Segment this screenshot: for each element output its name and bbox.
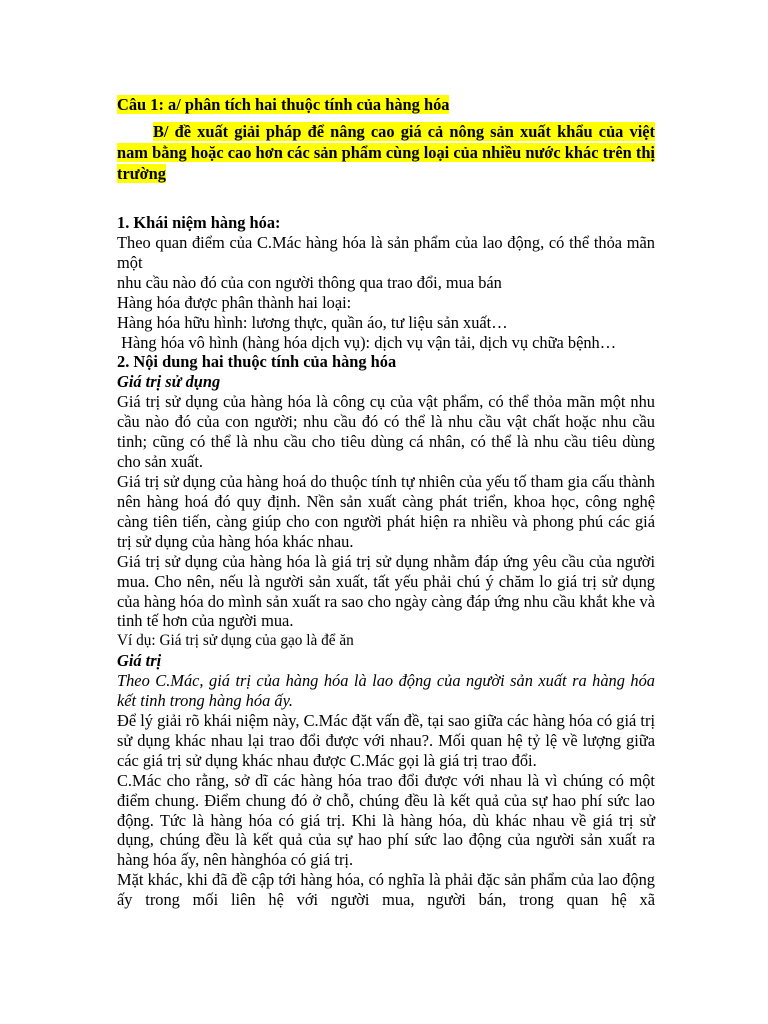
paragraph: Hàng hóa hữu hình: lương thực, quần áo, tư liệu sản xuất… xyxy=(117,312,508,332)
example-line: Ví dụ: Giá trị sử dụng của gạo là để ăn xyxy=(117,632,354,650)
spacer xyxy=(117,185,655,213)
paragraph: Hàng hóa được phân thành hai loại: xyxy=(117,292,352,312)
paragraph-italic: Theo C.Mác, giá trị của hàng hóa là lao động của người sản xuất ra hàng hóa kết tinh trong hàng hóa ấy. xyxy=(117,671,655,711)
paragraph: Giá trị sử dụng của hàng hóa là công cụ của vật phẩm, có thể thỏa mãn một nhu cầu nào đó của con người; nhu cầu đó có thể là nhu cầu vật chất hoặc nhu cầu tinh; cũng có thể là nhu cầu cho tiêu dùng cá nhân, có thể là nhu cầu tiêu dùng cho sản xuất. xyxy=(117,392,655,472)
heading-concept: 1. Khái niệm hàng hóa: xyxy=(117,213,281,232)
paragraph: nhu cầu nào đó của con người thông qua trao đổi, mua bán xyxy=(117,272,502,292)
paragraph: Để lý giải rõ khái niệm này, C.Mác đặt vấn đề, tại sao giữa các hàng hóa có giá trị sử dụng khác nhau lại trao đổi được với nhau?. Mối quan hệ tỷ lệ về lượng giữa các giá trị sử dụng khác nhau được C.Mác gọi là giá trị trao đổi. xyxy=(117,711,655,770)
question-b: B/ đề xuất giải pháp để nâng cao giá cả nông sản xuất khẩu của việt nam bằng hoặc cao hơn các sản phẩm cùng loại của nhiều nước khác trên thị trường xyxy=(117,122,655,183)
subheading-use-value: Giá trị sử dụng xyxy=(117,372,221,392)
paragraph: Giá trị sử dụng của hàng hóa là giá trị sử dụng nhằm đáp ứng yêu cầu của người mua. Cho nên, nếu là người sản xuất, tất yếu phải chú ý chăm lo giá trị sử dụng của hàng hóa do mình sản xuất ra sao cho ngày càng đáp ứng nhu cầu khắt khe và tinh tế hơn của người mua. xyxy=(117,551,655,631)
paragraph: C.Mác cho rằng, sở dĩ các hàng hóa trao đổi được với nhau là vì chúng có một điểm chung. Điểm chung đó ở chỗ, chúng đều là kết quả của sự hao phí sức lao động. Tức là hàng hóa có giá trị. Khi là hàng hóa, dù khác nhau về giá trị sử dụng, chúng đều là kết quả của sự hao phí sức lao động của người sản xuất ra hàng hóa ấy, nên hànghóa có giá trị. xyxy=(117,770,655,870)
question-a: Câu 1: a/ phân tích hai thuộc tính của hàng hóa xyxy=(117,95,450,114)
paragraph: Giá trị sử dụng của hàng hoá do thuộc tính tự nhiên của yếu tố tham gia cấu thành nên hàng hoá đó quy định. Nền sản xuất càng phát triển, khoa học, công nghệ càng tiên tiến, càng giúp cho con người phát hiện ra nhiều và phong phú các giá trị sử dụng của hàng hóa khác nhau. xyxy=(117,472,655,551)
subheading-value: Giá trị xyxy=(117,651,162,671)
heading-attributes: 2. Nội dung hai thuộc tính của hàng hóa xyxy=(117,352,397,372)
paragraph: Hàng hóa vô hình (hàng hóa dịch vụ): dịch vụ vận tải, dịch vụ chữa bệnh… xyxy=(117,332,617,352)
paragraph: Mặt khác, khi đã đề cập tới hàng hóa, có nghĩa là phải đặc sản phẩm của lao động ấy trong mối liên hệ với người mua, người bán, trong quan hệ xã xyxy=(117,870,655,910)
paragraph: Theo quan điểm của C.Mác hàng hóa là sản phẩm của lao động, có thể thỏa mãn một xyxy=(117,233,655,272)
document-page xyxy=(117,95,655,910)
